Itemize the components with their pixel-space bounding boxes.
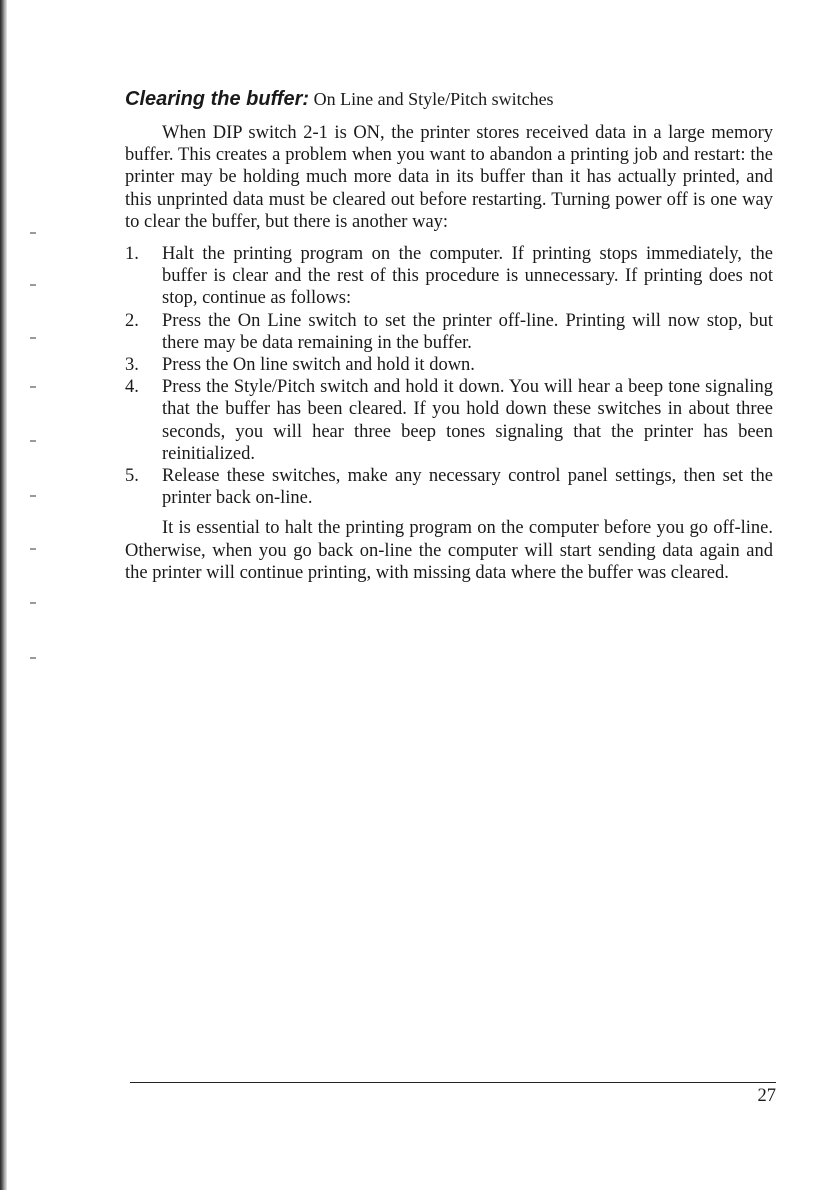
step-text: Release these switches, make any necessary control panel settings, then set the printer back on-line.: [162, 466, 773, 509]
scan-speck: [30, 386, 36, 388]
step-number: 4.: [125, 377, 139, 398]
section-heading: [125, 86, 773, 112]
scan-binding-edge: [0, 0, 7, 1190]
scan-speck: [30, 602, 36, 604]
step-number: 5.: [125, 466, 139, 487]
step-item: [125, 465, 773, 509]
step-item: [125, 243, 773, 310]
page-content: [125, 86, 773, 584]
closing-paragraph: It is essential to halt the printing program on the computer before you go off-line. Otherwise, when you go back on-line the computer will start sending data again and the printer will continue printing, with missing data where the buffer was cleared.: [125, 518, 773, 583]
scan-speck: [30, 337, 36, 339]
scan-speck: [30, 232, 36, 234]
step-number: 2.: [125, 310, 139, 331]
step-number: 1.: [125, 244, 139, 265]
scan-speck: [30, 657, 36, 659]
intro-paragraph: When DIP switch 2-1 is ON, the printer stores received data in a large memory buffer. This creates a problem when you want to abandon a printing job and restart: the printer may be holding much more data in its buffer than it has actually printed, and this unprinted data must be cleared out before restarting. Turning power off is one way to clear the buffer, but there is another way:: [125, 123, 773, 232]
scan-speck: [30, 548, 36, 550]
section-subtitle: On Line and Style/Pitch switches: [313, 89, 554, 109]
footer-rule: [130, 1082, 776, 1083]
step-text: Halt the printing program on the computer. If printing stops immediately, the buffer is clear and the rest of this procedure is unnecessary. If printing does not stop, continue as follows:: [162, 244, 773, 309]
scan-speck: [30, 495, 36, 497]
scan-speck: [30, 440, 36, 442]
step-text: Press the On Line switch to set the printer off-line. Printing will now stop, but there may be data remaining in the buffer.: [162, 310, 773, 353]
step-item: [125, 376, 773, 465]
step-item: [125, 310, 773, 354]
step-item: [125, 354, 773, 376]
step-text: Press the Style/Pitch switch and hold it down. You will hear a beep tone signaling that the buffer has been cleared. If you hold down these switches in about three seconds, you will hear three beep tones signaling that the printer has been reinitialized.: [162, 377, 773, 464]
step-text: Press the On line switch and hold it down.: [162, 355, 475, 376]
step-number: 3.: [125, 355, 139, 376]
section-title: Clearing the buffer:: [125, 88, 310, 110]
scan-speck: [30, 284, 36, 286]
procedure-steps: [125, 243, 773, 509]
page-number: 27: [757, 1086, 776, 1106]
